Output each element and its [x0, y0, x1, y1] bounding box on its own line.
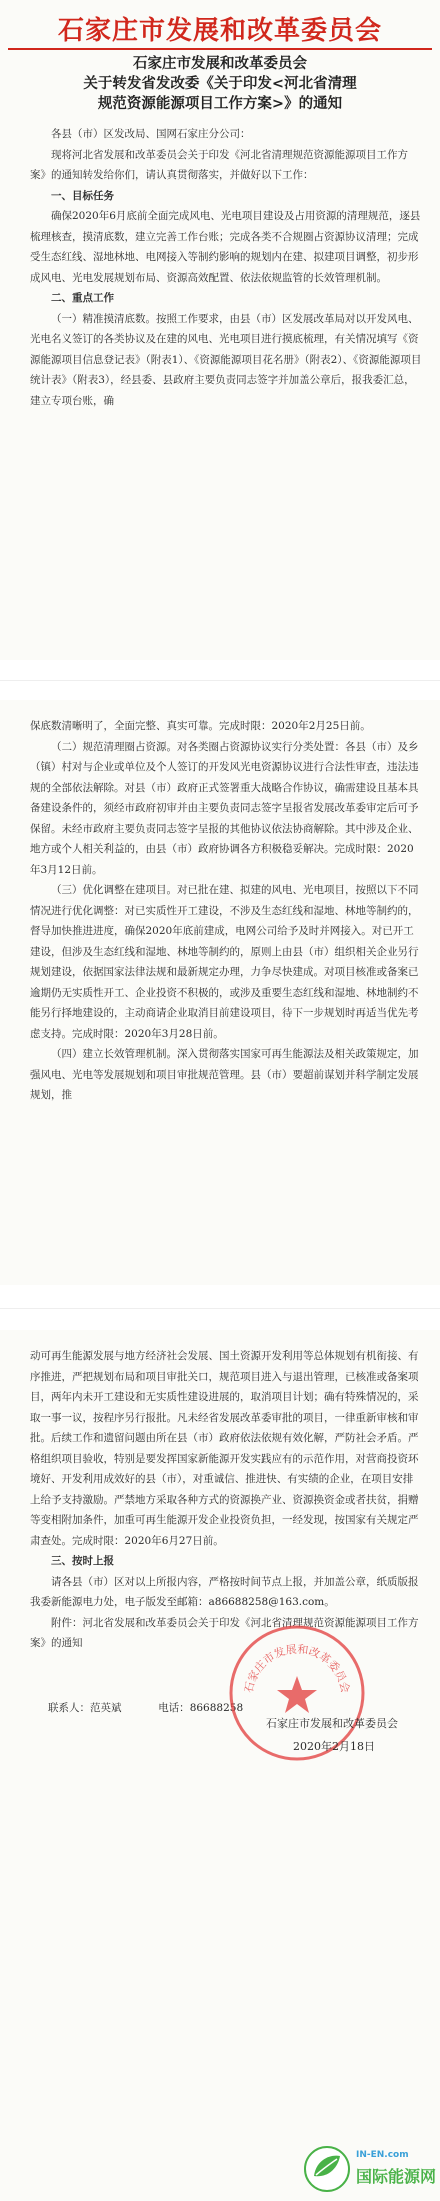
key-work-paragraph-3: （三）优化调整在建项目。对已批在建、拟建的风电、光电项目，按照以下不同情况进行优化调整：对已实质性开工建设，不涉及生态红线和湿地、林地等制约的，督导加快推进进度，确保2020年底前建成，电网公司给予及时并网接入。对已开工建设，但涉及生态红线和湿地、林地等制约的，原则上由县（市）组织相关企业另行规划建设，依据国家法律法规和最新规定办理，力争尽快建成。对项目核准或备案已逾期仍无实质性开工、企业投资不积极的，或涉及重要生态红线和湿地、林地制约不能另行择地建设的，主动商请企业取消目前建设项目，待下一步规划时再适当优先考虑支持。完成时限：2020年3月28日前。 [30, 884, 419, 1040]
page-1-body [30, 124, 422, 411]
attachment-note: 附件：河北省发展和改革委员会关于印发《河北省清理规范资源能源项目工作方案》的通知 [30, 1616, 419, 1649]
contact-row [48, 1700, 243, 1715]
contact-label: 联系人： [48, 1702, 90, 1714]
page-separator [0, 1308, 440, 1309]
key-work-paragraph-2: （二）规范清理圈占资源。对各类圈占资源协议实行分类处置：各县（市）及乡（镇）村对与企业或单位及个人签订的开发风光电资源协议进行合法性审查，违法违规的全部依法解除。对县（市）政府正式签署重大战略合作协议，确需建设且基本具备建设条件的，须经市政府初审并由主要负责同志签字呈报省发展改革委审定后可予保留。未经市政府主要负责同志签字呈报的其他协议依法协商解除。其中涉及企业、地方或个人相关利益的，由县（市）政府协调各方积极稳妥解决。完成时限：2020年3月12日前。 [30, 740, 419, 876]
seal-text: 石家庄市发展和改革委员会 [242, 1642, 352, 1695]
page-2-body [30, 716, 422, 1106]
letterhead-red-rule [8, 48, 432, 50]
addressee: 各县（市）区发改局、国网石家庄分公司： [51, 128, 251, 140]
document-title-line-2: 关于转发省发改委《关于印发<河北省清理 [83, 76, 357, 92]
key-work-paragraph-1-end: 保底数清晰明了，全面完整、真实可靠。完成时限：2020年2月25日前。 [30, 720, 371, 732]
document-title [0, 54, 440, 114]
watermark-site: IN-EN.com [356, 2150, 409, 2160]
section-heading-goals: 一、目标任务 [51, 189, 114, 202]
site-watermark [302, 2142, 437, 2198]
letterhead-org-name: 石家庄市发展和改革委员会 [57, 16, 382, 46]
page-separator [0, 680, 440, 681]
section-heading-report: 三、按时上报 [51, 1555, 114, 1567]
goals-paragraph: 确保2020年6月底前全面完成风电、光电项目建设及占用资源的清理规范，逐县梳理核查，摸清底数，建立完善工作台账；完成各类不合规圈占资源协议清理；完成受生态红线、湿地林地、电网接入等制约影响的规划内在建、拟建项目调整，初步形成风电、光电发展规划布局、资源高效配置、依法依规监管的长效管理机制。 [30, 210, 421, 284]
leaf-logo-icon [302, 2144, 352, 2194]
seal-star-icon [277, 1676, 317, 1713]
phone-label: 电话： [158, 1702, 190, 1714]
document-page-1 [0, 0, 440, 660]
signature-date: 2020年2月18日 [293, 1740, 375, 1753]
watermark-name: 国际能源网 [356, 2167, 437, 2186]
key-work-paragraph-4: （四）建立长效管理机制。深入贯彻落实国家可再生能源法及相关政策规定，加强风电、光电等发展规划和项目审批规范管理。县（市）要超前谋划并科学制定发展规划，推 [30, 1048, 419, 1101]
contact-name: 范英斌 [90, 1702, 122, 1714]
signature-organization: 石家庄市发展和改革委员会 [266, 1717, 398, 1730]
page-3-body [30, 1346, 422, 1654]
document-title-line-3: 规范资源能源项目工作方案>》的通知 [97, 96, 343, 112]
key-work-paragraph-1: （一）精准摸清底数。按照工作要求，由县（市）区发展改革局对以开发风电、光电名义签订的各类协议及在建的风电、光电项目进行摸底梳理，有关情况填写《资源能源项目信息登记表》（附表1）、《资源能源项目花名册》（附表2）、《资源能源项目统计表》（附表3），经县委、县政府主要负责同志签字并加盖公章后，报我委汇总，建立专项台账，确 [30, 312, 422, 407]
report-paragraph: 请各县（市）区对以上所报内容，严格按时间节点上报，并加盖公章，纸质版报我委新能源电力处，电子版发至邮箱：a86688258@163.com。 [30, 1575, 419, 1608]
key-work-paragraph-4-end: 动可再生能源发展与地方经济社会发展、国土资源开发利用等总体规划有机衔接、有序推进，严把规划布局和项目审批关口，规范项目进入与退出管理，已核准或备案项目，两年内未开工建设和无实质性建设进展的，取消项目计划；确有特殊情况的，采取一事一议，按程序另行报批。凡未经省发展改革委审批的项目，一律重新审核和审批。后续工作和遗留问题由所在县（市）政府依法依规有效化解，严防社会矛盾。严格组织项目验收，特别是要发挥国家新能源开发实践应有的示范作用，对营商投资环境好、开发利用成效好的县（市），对重诚信、推进快、有实绩的企业，在项目安排上给予支持激励。严禁地方采取各种方式的资源换产业、资源换资金或者扶贫，捐赠等变相附加条件，加重可再生能源开发企业投资负担，一经发现，按国家有关规定严肃查处。完成时限：2020年6月27日前。 [30, 1350, 419, 1547]
document-title-line-1: 石家庄市发展和改革委员会 [133, 56, 307, 72]
phone-number: 86688258 [189, 1702, 244, 1714]
intro-paragraph: 现将河北省发展和改革委员会关于印发《河北省清理规范资源能源项目工作方案》的通知转发给你们，请认真贯彻落实，并做好以下工作： [30, 148, 408, 181]
section-heading-key-work: 二、重点工作 [51, 292, 114, 304]
